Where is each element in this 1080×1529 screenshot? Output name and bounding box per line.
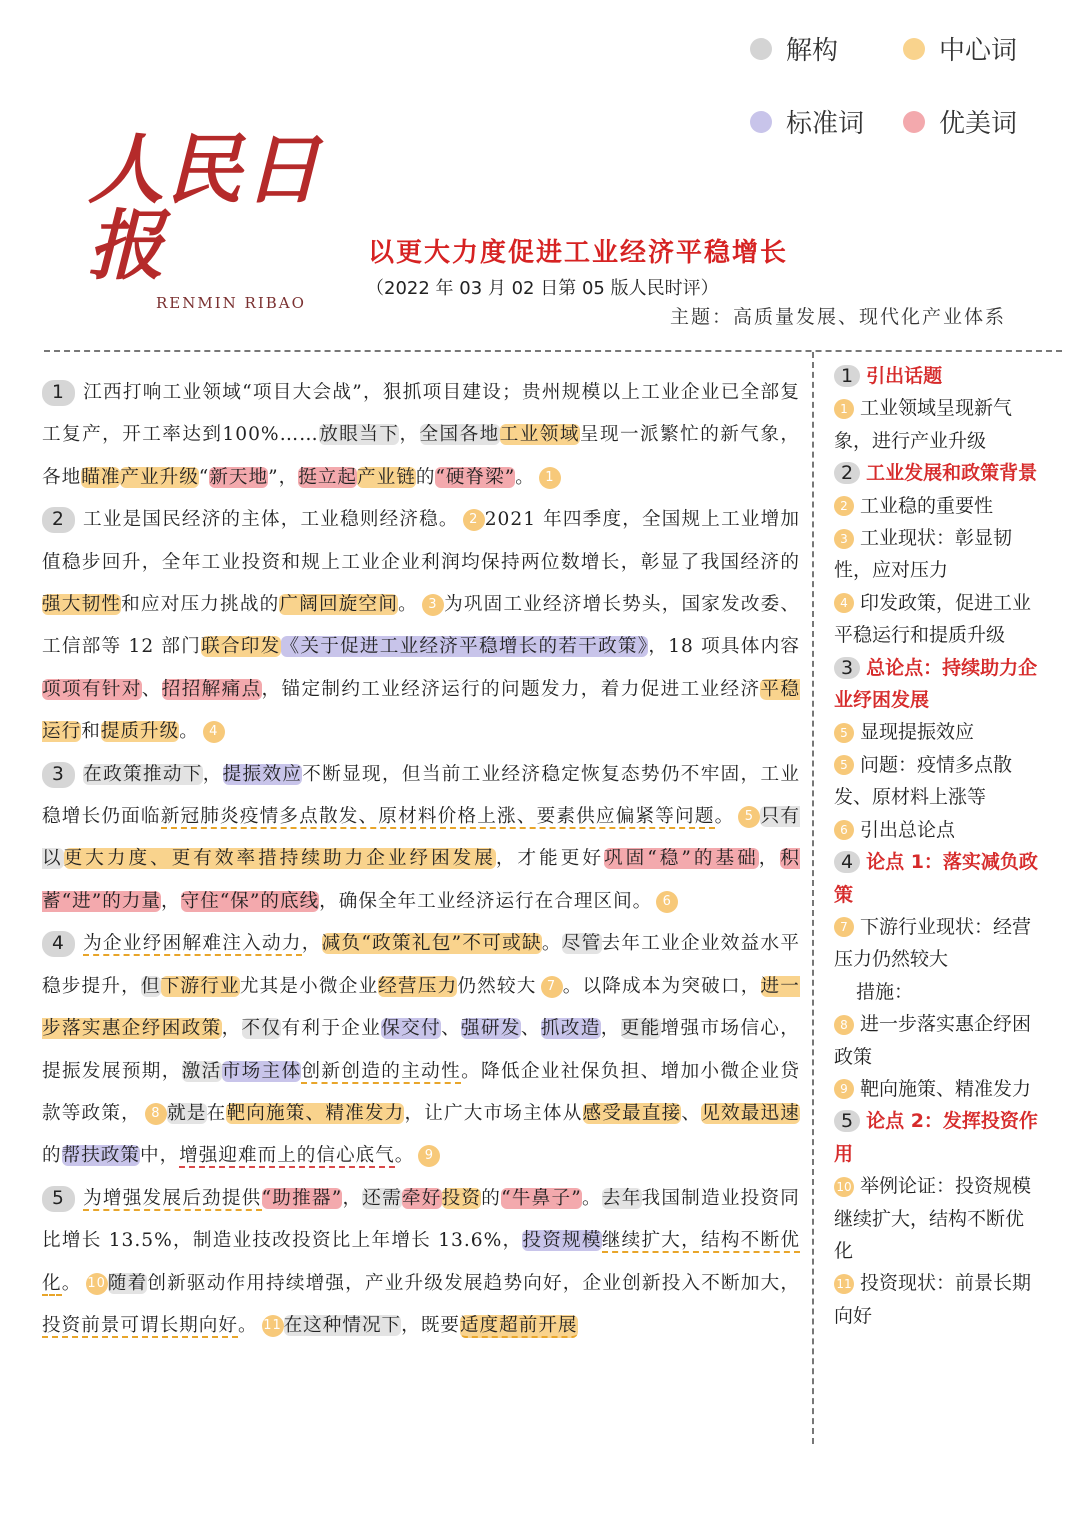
beautiful-word-highlight: 牵好 [401,1187,442,1209]
legend-dot-pink [903,111,925,133]
structure-highlight: 在这种情况下 [283,1314,402,1336]
text: 。 [237,1314,258,1336]
center-word-highlight: 产业升级 [120,466,199,488]
standard-word-highlight: 帮扶政策 [61,1145,140,1167]
section-number: 4 [834,851,860,873]
beautiful-word-highlight: 挺立起 [298,466,358,488]
center-word-highlight: 广阔回旋空间 [279,594,399,616]
legend [750,30,1020,176]
center-word-highlight: 工业领域 [499,424,580,446]
section-heading: 工业发展和政策背景 [866,462,1038,485]
center-word-highlight: 瞄准 [81,466,121,488]
outline-point [834,814,1040,846]
text: 、 [681,1102,702,1124]
outline-text: 下游行业现状：经营压力仍然较大 [834,915,1032,971]
beautiful-word-highlight: 招招解痛点 [161,678,262,700]
section-heading: 论点 2：发挥投资作用 [834,1110,1038,1165]
logo-english: RENMIN RIBAO [156,294,306,312]
text: ， [600,1018,621,1040]
legend-dot-purple [750,111,772,133]
outline-section-2 [834,457,1040,489]
marker-1: 1 [834,399,854,419]
center-word-highlight: 下游行业 [160,975,240,997]
marker-5: 5 [834,723,854,743]
paragraph-3 [42,754,800,924]
marker-9: 9 [418,1145,440,1167]
marker-4: 4 [203,721,225,743]
outline-section-4 [834,846,1040,911]
standard-word-highlight: 强研发 [461,1018,521,1040]
text: 和应对压力挑战的 [121,594,280,616]
annotated-article [42,372,800,1347]
outline-point [834,716,1040,748]
marker-2: 2 [463,509,485,531]
center-word-highlight: 靶向施策、精准发力 [226,1102,405,1124]
marker-10: 10 [86,1273,108,1295]
text: 的 [481,1187,502,1209]
text: ， [202,763,223,785]
marker-2: 2 [834,496,854,516]
text: 江西打响工业领域“项目大会战”，狠抓项目建设；贵州规模以上工业企业已全部复工复产，开工率达到100%…… [42,382,800,446]
legend-dot-yellow [903,38,925,60]
text: 的 [42,1145,62,1167]
text: 中， [140,1145,180,1167]
red-dashed-underline: 增强迎难而上的信心底气 [179,1145,395,1167]
paragraph-number: 5 [42,1186,75,1212]
center-word-highlight: 感受最直接 [582,1102,682,1124]
paragraph-5 [42,1178,800,1348]
standard-word-highlight: 抓改造 [540,1018,601,1040]
outline-text: 显现提振效应 [860,721,975,744]
outline-text: 工业现状：彰显韧性，应对压力 [834,527,1013,582]
center-word-highlight: 投资 [441,1187,482,1209]
outline-point [834,1170,1040,1267]
marker-8: 8 [145,1103,167,1125]
center-word-highlight: 平稳运行 [42,678,800,743]
outline-point [834,976,1040,1008]
structure-highlight: 只有以 [42,806,800,870]
center-word-highlight: 经营压力 [378,975,458,997]
text: 创新驱动作用持续增强，产业升级发展趋势向好，企业创新投入不断加大， [147,1272,800,1294]
marker-5: 5 [834,755,854,775]
text: 、 [441,1018,462,1040]
beautiful-word-highlight: 项项有针对 [42,678,142,700]
center-word-highlight: 更大力度、更有效率措持续助力企业纾困发展 [63,848,496,870]
structure-highlight: 就是 [166,1102,207,1124]
text: ， [758,848,781,870]
text: 。 [515,466,535,488]
standard-word-highlight: 提振效应 [222,763,303,785]
text: 但当前工业经济稳定恢复态势仍不牢固，工业稳增长仍面临 [42,763,800,828]
marker-7: 7 [834,917,854,937]
legend-item-center-word [903,30,1020,67]
marker-7: 7 [541,976,563,998]
text: 增强市场信心，提振发展预期， [42,1018,800,1082]
structure-highlight: 更能 [620,1018,661,1040]
standard-word-highlight: 保交付 [381,1018,442,1040]
text: 、 [141,678,162,700]
article-title: 以更大力度促进工业经济平稳增长 [368,238,789,268]
text: 。 [179,721,199,743]
dashed-underline: 继续扩大，结构不断优化 [42,1230,800,1294]
text: 、 [520,1018,541,1040]
standard-word-highlight: 《关于促进工业经济平稳增长的若干政策》 [280,636,649,658]
text: 。 [398,594,418,616]
section-number: 5 [834,1110,860,1132]
section-number: 2 [834,462,860,484]
outline-text: 引出总论点 [860,818,956,841]
text: ， [399,424,420,446]
beautiful-word-highlight: 巩固“稳”的基础 [604,848,759,870]
text: 不断显现， [302,763,402,785]
outline-text: 靶向施策、精准发力 [860,1077,1032,1100]
beautiful-word-highlight: 守住“保”的底线 [180,890,320,912]
marker-3: 3 [422,594,444,616]
marker-4: 4 [834,593,854,613]
marker-10: 10 [834,1177,854,1197]
legend-label: 解构 [786,36,839,66]
logo-chinese: 人民日报 [88,125,322,290]
text: 呈现一派繁忙的新气象，各地 [42,424,800,488]
outline-point [834,392,1040,457]
text: 为巩固工业经济增长势头，国家发改委、工信部等 12 部门 [42,594,800,658]
beautiful-word-highlight: 积蓄“进”的力量 [42,848,800,912]
outline-text: 工业稳的重要性 [860,494,994,517]
text: ，让广大市场主体从 [404,1102,583,1124]
text: 。以降成本为突破口， [562,975,761,997]
outline-section-3 [834,652,1040,717]
outline-text: 问题：疫情多点散发、原材料上涨等 [834,753,1013,809]
dashed-underline: 为增强发展后劲提供 [82,1187,262,1209]
section-number: 3 [834,657,860,679]
text: ，既要 [401,1314,460,1336]
outline-point [834,587,1040,652]
vertical-divider [812,352,814,1444]
paragraph-number: 4 [42,931,75,957]
text: 。降低企业社保负担、增加小微企业贷款等政策， [42,1060,800,1124]
legend-label: 标准词 [786,109,865,139]
center-word-highlight: 适度超前开展 [459,1314,578,1336]
paragraph-4 [42,923,800,1177]
outline-text: 进一步落实惠企纾困政策 [834,1013,1032,1068]
outline-point [834,749,1040,814]
text: ，锚定制约工业经济运行的问题发力，着力促进工业经济 [261,678,761,700]
standard-word-highlight: 市场主体 [221,1060,302,1082]
dashed-underline: 创新创造的主动性 [301,1060,462,1082]
structure-highlight: 放眼当下 [318,424,400,446]
text: 。 [581,1187,602,1209]
text: ， [160,890,181,912]
structure-highlight: 在政策推动下 [82,763,203,785]
structure-highlight: 激活 [181,1060,222,1082]
center-word-highlight: 提质升级 [100,721,180,743]
legend-item-beautiful-word [903,103,1020,140]
article-meta: （2022 年 03 月 02 日第 05 版人民时评） [366,278,719,299]
text: ，18 项具体内容 [648,636,801,658]
text: 和 [81,721,101,743]
marker-8: 8 [834,1015,854,1035]
text: 在 [206,1102,227,1124]
beautiful-word-highlight: 新天地 [209,466,269,488]
text: 仍然较大 [457,975,537,997]
marker-6: 6 [834,820,854,840]
marker-11: 11 [834,1274,854,1294]
legend-dot-gray [750,38,772,60]
horizontal-divider [44,350,1062,352]
outline-text: 投资现状：前景长期向好 [834,1272,1032,1327]
outline-point [834,522,1040,587]
outline-point [834,911,1040,976]
dashed-underline: 新冠肺炎疫情多点散发、原材料价格上涨、要素供应偏紧等问题 [160,806,715,828]
paragraph-1 [42,372,800,499]
beautiful-word-highlight: “牛鼻子” [501,1187,582,1209]
structure-highlight: 还需 [362,1187,402,1209]
marker-5: 5 [738,806,760,828]
outline-point [834,1008,1040,1073]
dashed-underline: 为企业纾困解难注入动力 [82,933,302,955]
text: 尤其是小微企业 [239,975,379,997]
legend-item-standard-word [750,103,867,140]
text: ， [342,1187,363,1209]
text: 工业是国民经济的主体，工业稳则经济稳。 [82,509,459,531]
marker-1: 1 [539,467,561,489]
section-heading: 论点 1：落实减负政策 [834,851,1038,906]
structure-highlight: 但 [140,975,161,997]
paragraph-number: 3 [42,762,75,788]
outline-point [834,1267,1040,1332]
center-word-highlight: 见效最迅速 [701,1102,800,1124]
section-heading: 总论点：持续助力企业纾困发展 [834,656,1038,712]
standard-word-highlight: 投资规模 [522,1230,602,1252]
structure-highlight: 随着 [107,1272,148,1294]
dashed-underline: 投资前景可谓长期向好 [42,1314,238,1336]
beautiful-word-highlight: “硬脊梁” [435,466,516,488]
center-word-highlight: 强大韧性 [42,594,122,616]
structure-highlight: 尽管 [561,933,602,955]
outline-text: 工业领域呈现新气象，进行产业升级 [834,397,1013,452]
legend-item-structure [750,30,867,67]
text: ，确保全年工业经济运行在合理区间。 [319,890,653,912]
marker-3: 3 [834,529,854,549]
marker-11: 11 [262,1315,284,1337]
text: 有利于企业 [281,1018,382,1040]
newspaper-logo [88,125,368,312]
legend-label: 中心词 [939,36,1018,66]
structure-highlight: 去年 [601,1187,642,1209]
text: ， [301,933,322,955]
text: ， [221,1018,242,1040]
center-word-highlight: 进一步落实惠企纾困政策 [42,975,800,1040]
text: ，才能更好 [495,848,604,870]
center-word-highlight: 产业链 [357,466,416,488]
beautiful-word-highlight: “助推器” [261,1187,343,1209]
outline-section-1 [834,360,1040,392]
article-theme: 主题：高质量发展、现代化产业体系 [669,306,1006,328]
text: ”， [268,466,299,488]
outline-text: 措施： [856,980,914,1003]
marker-9: 9 [834,1079,854,1099]
paragraph-number: 1 [42,380,75,406]
text: 的 [415,466,436,488]
text: 我国制造业投资同比增长 13.5%，制造业技改投资比上年增长 13.6%， [42,1187,800,1252]
text: 去年工业企业效益水平稳步提升， [42,933,800,997]
structure-highlight: 不仅 [241,1018,282,1040]
center-word-highlight: 联合印发 [201,636,281,658]
legend-label: 优美词 [939,109,1018,139]
text: 2021 年四季度，全国规上工业增加值稳步回升，全年工业投资和规上工业企业利润均保持两位数增长，彰显了我国经济的 [42,509,800,573]
paragraph-number: 2 [42,507,75,533]
center-word-highlight: 减负“政策礼包”不可或缺 [321,933,542,955]
text: 。 [61,1272,82,1294]
outline-text: 举例论证：投资规模继续扩大，结构不断优化 [834,1175,1032,1262]
text: 。 [394,1145,415,1167]
outline-point [834,490,1040,522]
structure-highlight: 全国各地 [419,424,500,446]
section-number: 1 [834,365,860,387]
section-heading: 引出话题 [866,365,943,387]
marker-6: 6 [656,891,678,913]
outline-section-5 [834,1105,1040,1170]
outline-text: 印发政策，促进工业平稳运行和提质升级 [834,591,1032,647]
text: 。 [714,806,735,828]
outline-point [834,1073,1040,1105]
outline-sidebar [834,360,1040,1332]
text: “ [198,466,210,488]
text: 。 [541,933,562,955]
paragraph-2 [42,499,800,753]
